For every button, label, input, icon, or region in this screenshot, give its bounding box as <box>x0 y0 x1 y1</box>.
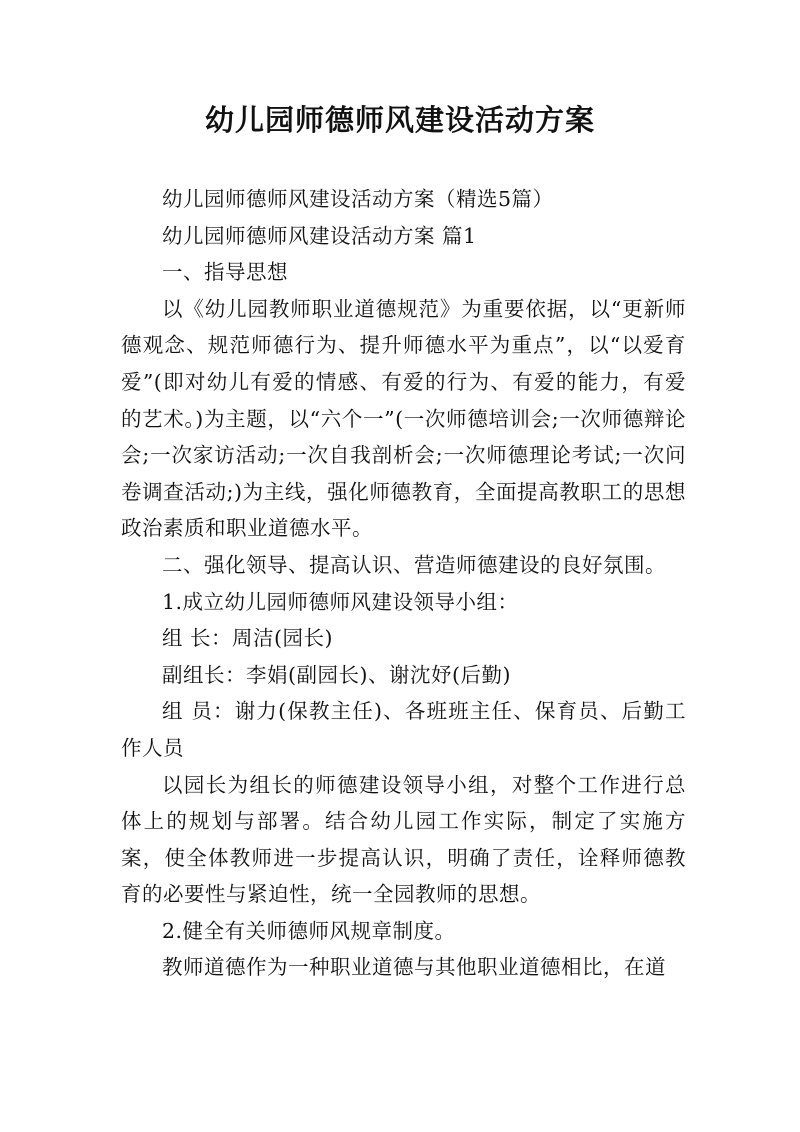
paragraph-leadership-description: 以园长为组长的师德建设领导小组，对整个工作进行总体上的规划与部署。结合幼儿园工作实际，制定了实施方案，使全体教师进一步提高认识，明确了责任，诠释师德教育的必要性与紧迫性，统一全园教师的思想。 <box>121 772 686 907</box>
paragraph-teacher-ethics: 教师道德作为一种职业道德与其他职业道德相比，在道 <box>162 955 666 980</box>
paragraph-item-1: 1.成立幼儿园师德师风建设领导小组： <box>162 589 519 614</box>
paragraph-group-members: 组 员：谢力(保教主任)、各班班主任、保育员、后勤工作人员 <box>121 699 686 760</box>
paragraph-deputy-leader: 副组长：李娟(副园长)、谢沈妤(后勤) <box>162 662 511 687</box>
paragraph-heading-leadership: 二、强化领导、提高认识、营造师德建设的良好氛围。 <box>162 552 666 577</box>
paragraph-group-leader: 组 长：周洁(园长) <box>162 626 334 651</box>
paragraph-guiding-ideology: 以《幼儿园教师职业道德规范》为重要依据，以“更新师德观念、规范师德行为、提升师德水平为重点”，以“以爱育爱”(即对幼儿有爱的情感、有爱的行为、有爱的能力，有爱的艺术。)为主题，以“六个一”(一次师德培训会;一次师德辩论会;一次家访活动;一次自我剖析会;一次师德理论考试;一次问卷调查活动;)为主线，强化师德教育，全面提高教职工的思想政治素质和职业道德水平。 <box>121 296 686 541</box>
paragraph-heading-guiding-ideology: 一、指导思想 <box>162 260 288 285</box>
document-body <box>121 181 686 986</box>
document-title: 幼儿园师德师风建设活动方案 <box>204 103 595 137</box>
paragraph-subtitle: 幼儿园师德师风建设活动方案（精选5篇） <box>162 187 554 211</box>
paragraph-item-2: 2.健全有关师德师风规章制度。 <box>162 918 456 943</box>
paragraph-section-heading: 幼儿园师德师风建设活动方案 篇1 <box>162 223 477 248</box>
